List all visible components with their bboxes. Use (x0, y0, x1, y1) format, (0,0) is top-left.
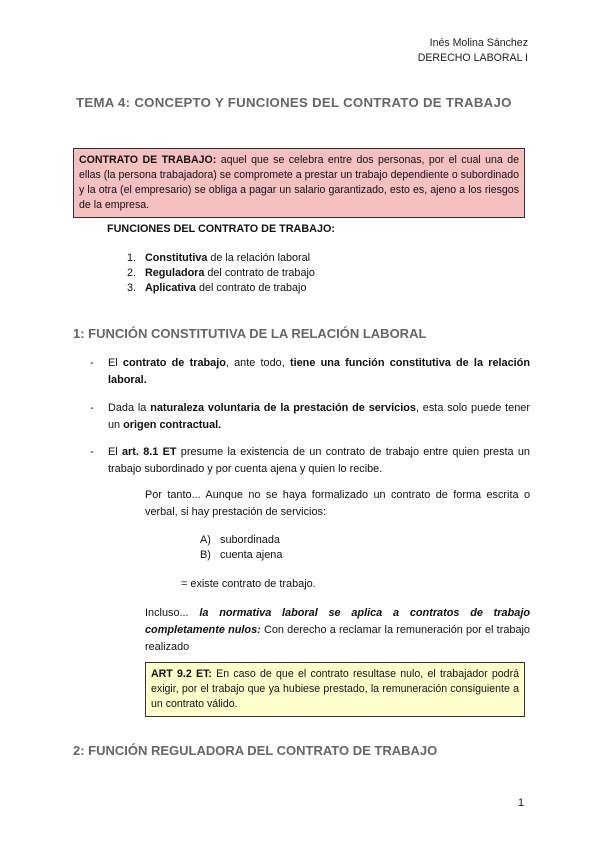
por-tanto-paragraph: Por tanto... Aunque no se haya formalizado un contrato de forma escrita o verbal, si hay prestación de servicios: (145, 489, 530, 518)
list-item: 1. Constitutiva de la relación laboral (127, 252, 311, 264)
page-header (418, 36, 528, 66)
list-item: A) subordinada (200, 534, 280, 546)
conditions-list (200, 533, 282, 563)
definition-term: CONTRATO DE TRABAJO: (79, 154, 217, 166)
section2-heading: 2: FUNCIÓN REGULADORA DEL CONTRATO DE TRABAJO (73, 743, 438, 758)
article-text: En caso de que el contrato resultase nulo, el trabajador podrá exigir, por el trabajo que ya hubiese prestado, la remuneración consiguiente a un contrato válido. (151, 668, 519, 710)
functions-list (127, 251, 315, 296)
list-item: B) cuenta ajena (200, 549, 283, 561)
incluso-paragraph: Incluso... la normativa laboral se aplica a contratos de trabajo completamente nulos: Con derecho a reclamar la remuneración por el trabajo realizado (145, 607, 530, 653)
section1-heading: 1: FUNCIÓN CONSTITUTIVA DE LA RELACIÓN LABORAL (73, 326, 427, 341)
functions-title: FUNCIONES DEL CONTRATO DE TRABAJO: (107, 223, 335, 235)
existe-contrato-text: = existe contrato de trabajo. (181, 578, 316, 590)
list-item: 3. Aplicativa del contrato de trabajo (127, 282, 307, 294)
page-number: 1 (517, 797, 524, 809)
bullet-item: - Dada la naturaleza voluntaria de la prestación de servicios, esta solo puede tener un origen contractual. (90, 402, 530, 431)
bullet-item: - El contrato de trabajo, ante todo, tiene una función constitutiva de la relación laboral. (90, 357, 530, 386)
article-9-2-box (145, 662, 525, 717)
list-item: 2. Reguladora del contrato de trabajo (127, 267, 315, 279)
header-author: Inés Molina Sánchez (429, 37, 528, 49)
definition-text: aquel que se celebra entre dos personas, por el cual una de ellas (la persona trabajadora) se compromete a prestar un trabajo dependiente o subordinado y la otra (el empresario) se obliga a pagar un salario garantizado, esto es, ajeno a los riesgos de la empresa. (79, 154, 519, 211)
article-term: ART 9.2 ET: (151, 668, 212, 680)
header-course: DERECHO LABORAL I (417, 52, 528, 64)
bullet-item: - El art. 8.1 ET presume la existencia de un contrato de trabajo entre quien presta un trabajo subordinado y por cuenta ajena y quien lo recibe. (90, 446, 530, 475)
definition-box (73, 148, 525, 218)
document-title: TEMA 4: CONCEPTO Y FUNCIONES DEL CONTRATO DE TRABAJO (76, 95, 512, 110)
